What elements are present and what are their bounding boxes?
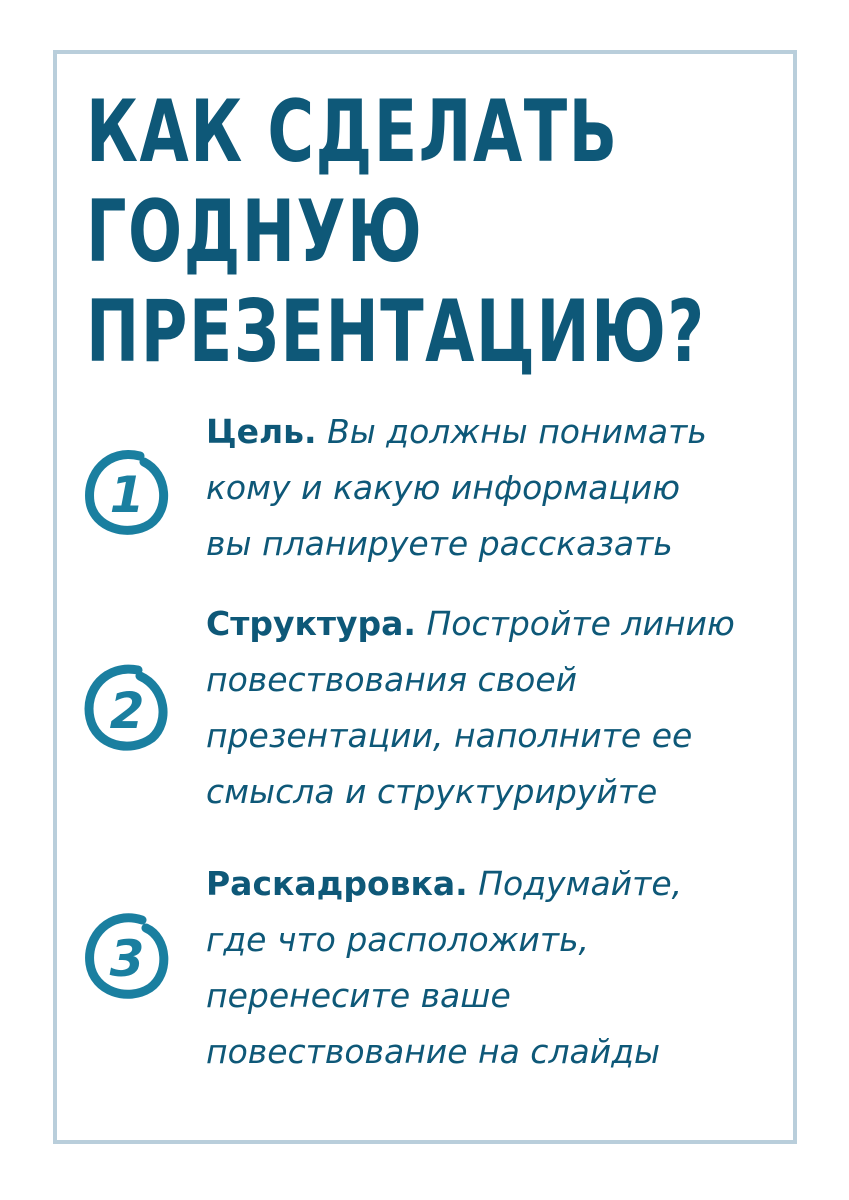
item-3-line-1: Подумайте, (478, 864, 683, 903)
number-2-icon (78, 660, 174, 756)
list-item-structure (206, 596, 796, 820)
item-2-row-1 (206, 596, 796, 652)
item-3-line-2: где что расположить, (206, 920, 590, 959)
number-2-label: 2 (109, 682, 145, 740)
item-3-lead: Раскадровка. (206, 864, 468, 903)
item-2-line-1: Постройте линию (426, 604, 735, 643)
item-1-line-3: вы планируете рассказать (206, 524, 673, 563)
title-line-1: КАК СДЕЛАТЬ (86, 82, 619, 182)
item-2-line-3: презентации, наполните ее (206, 716, 693, 755)
item-2-lead: Структура. (206, 604, 416, 643)
item-2-line-2: повествования своей (206, 660, 578, 699)
item-1-row-1 (206, 404, 796, 460)
item-3-row-1 (206, 856, 796, 912)
number-3-label: 3 (109, 930, 145, 988)
item-2-line-4: смысла и структурируйте (206, 772, 658, 811)
item-1-lead: Цель. (206, 412, 317, 451)
item-3-line-4: повествование на слайды (206, 1032, 661, 1071)
page-title (86, 82, 706, 382)
item-1-line-1: Вы должны понимать (327, 412, 707, 451)
title-line-3: ПРЕЗЕНТАЦИЮ? (86, 282, 706, 382)
list-item-goal (206, 404, 796, 572)
title-line-2: ГОДНУЮ (86, 182, 424, 282)
item-3-line-3: перенесите ваше (206, 976, 511, 1015)
number-1-label: 1 (109, 466, 145, 524)
number-3-icon (78, 908, 174, 1004)
list-item-storyboard (206, 856, 796, 1080)
number-1-icon (78, 444, 174, 540)
item-1-line-2: кому и какую информацию (206, 468, 681, 507)
